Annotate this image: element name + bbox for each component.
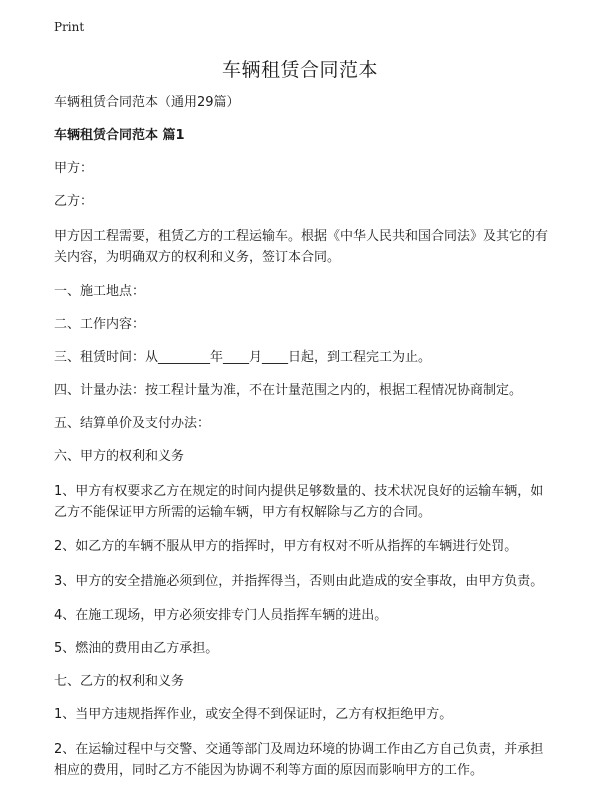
document-body bbox=[54, 94, 554, 796]
party-b-field: 乙方： bbox=[54, 194, 94, 209]
document-title: 车辆租赁合同范本 bbox=[221, 59, 378, 81]
clause-settlement: 五、结算单价及支付办法： bbox=[54, 416, 211, 431]
party-a-field: 甲方： bbox=[54, 161, 94, 176]
party-b-item-2: 2、在运输过程中与交警、交通等部门及周边环境的协调工作由乙方自己负责，并承担相应的费用，同时乙方不能因为协调不利等方面的原因而影响甲方的工作。 bbox=[54, 742, 544, 778]
document-subtitle: 车辆租赁合同范本（通用29篇） bbox=[54, 95, 240, 110]
party-a-item-5: 5、燃油的费用由乙方承担。 bbox=[54, 641, 219, 656]
section-heading: 车辆租赁合同范本 篇1 bbox=[54, 128, 185, 143]
clause-construction-site: 一、施工地点： bbox=[54, 284, 146, 299]
clause-lease-period: 三、租赁时间：从________年____月____日起，到工程完工为止。 bbox=[54, 350, 432, 365]
clause-party-b-rights: 七、乙方的权利和义务 bbox=[54, 674, 185, 689]
print-link[interactable]: Print bbox=[54, 20, 85, 34]
party-a-item-1: 1、甲方有权要求乙方在规定的时间内提供足够数量的、技术状况良好的运输车辆，如乙方不能保证甲方所需的运输车辆，甲方有权解除与乙方的合同。 bbox=[54, 484, 544, 520]
clause-work-content: 二、工作内容： bbox=[54, 317, 146, 332]
party-a-item-4: 4、在施工现场，甲方必须安排专门人员指挥车辆的进出。 bbox=[54, 608, 388, 623]
preamble-paragraph: 甲方因工程需要，租赁乙方的工程运输车。根据《中华人民共和国合同法》及其它的有关内容，为明确双方的权利和义务，签订本合同。 bbox=[54, 229, 549, 265]
clause-measurement: 四、计量办法：按工程计量为准，不在计量范围之内的，根据工程情况协商制定。 bbox=[54, 383, 523, 398]
party-a-item-3: 3、甲方的安全措施必须到位，并指挥得当，否则由此造成的安全事故，由甲方负责。 bbox=[54, 574, 544, 589]
party-a-item-2: 2、如乙方的车辆不服从甲方的指挥时，甲方有权对不听从指挥的车辆进行处罚。 bbox=[54, 539, 518, 554]
party-b-item-1: 1、当甲方违规指挥作业，或安全得不到保证时，乙方有权拒绝甲方。 bbox=[54, 707, 453, 722]
clause-party-a-rights: 六、甲方的权利和义务 bbox=[54, 449, 185, 464]
